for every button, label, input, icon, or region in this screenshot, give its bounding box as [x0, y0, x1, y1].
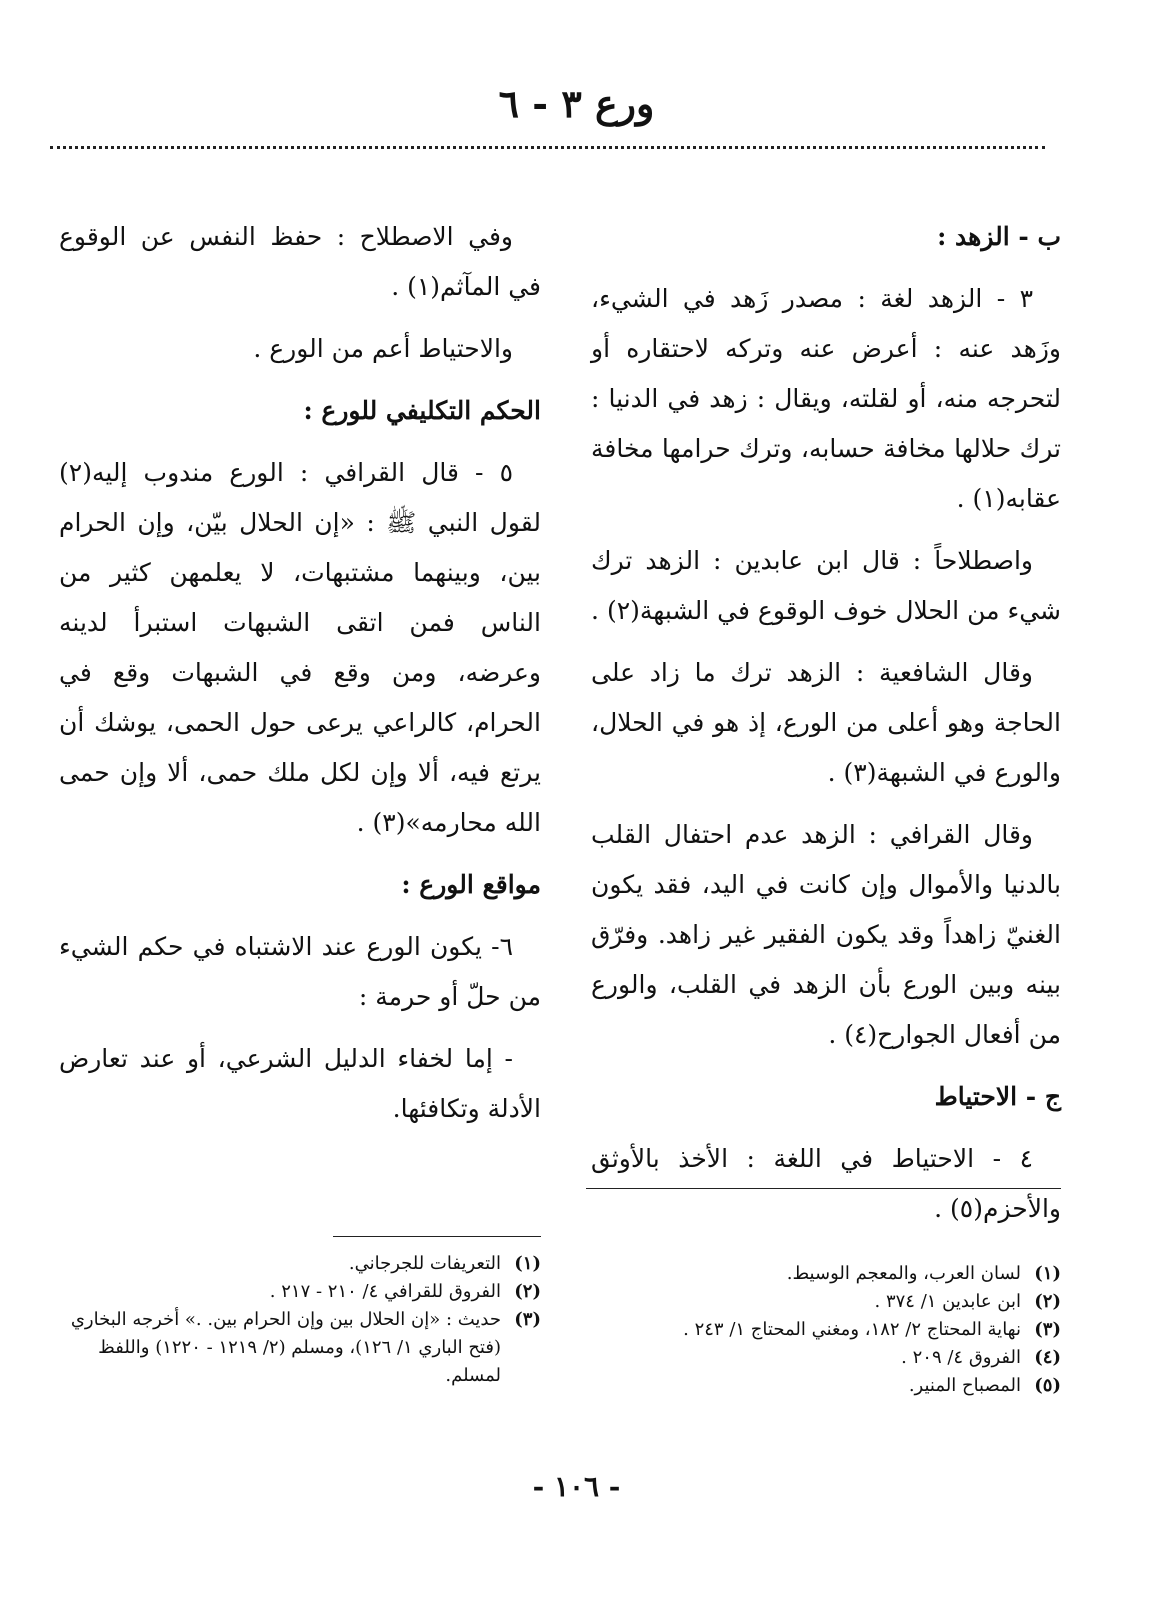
footnote [581, 1260, 1061, 1288]
heading-zuhd: ب - الزهد : [937, 222, 1061, 251]
paragraph: وقال القرافي : الزهد عدم احتفال القلب بالدنيا والأموال وإن كانت في اليد، فقد يكون الغنيّ زاهداً وقد يكون الفقير غير زاهد. وفرّق بينه وبين الورع بأن الزهد في القلب، والورع من أفعال الجوارح(٤) . [591, 820, 1061, 1049]
footnote-number: (١) [1034, 1263, 1061, 1284]
footnote-text: ابن عابدين ١/ ٣٧٤ . [874, 1291, 1021, 1312]
footnote-number: (٥) [1034, 1375, 1061, 1396]
paragraph: ٣ - الزهد لغة : مصدر زَهد في الشيء، وزَهد عنه : أعرض عنه وتركه لاحتقاره أو لتحرجه منه، أو لقلته، ويقال : زهد في الدنيا : ترك حلالها مخافة حسابه، وترك حرامها مخافة عقابه(١) . [591, 284, 1061, 513]
paragraph: ٦- يكون الورع عند الاشتباه في حكم الشيء من حلّ أو حرمة : [59, 932, 541, 1011]
footnote-text: الفروق ٤/ ٢٠٩ . [901, 1347, 1021, 1368]
footnote [51, 1278, 541, 1306]
heading-mawaqi: مواقع الورع : [401, 870, 541, 899]
paragraph: ٥ - قال القرافي : الورع مندوب إليه(٢) لقول النبي ﷺ : «إن الحلال بيّن، وإن الحرام بين، وبينهما مشتبهات، لا يعلمهن كثير من الناس فمن اتقى الشبهات استبرأ لدينه وعرضه، ومن وقع في الشبهات وقع في الحرام، كالراعي يرعى حول الحمى، يوشك أن يرتع فيه، ألا وإن لكل ملك حمى، ألا وإن حمى الله محارمه»(٣) . [59, 458, 541, 837]
paragraph: واصطلاحاً : قال ابن عابدين : الزهد ترك شيء من الحلال خوف الوقوع في الشبهة(٢) . [591, 546, 1061, 625]
footnote-number: (٤) [1034, 1347, 1061, 1368]
paragraph: وقال الشافعية : الزهد ترك ما زاد على الحاجة وهو أعلى من الورع، إذ هو في الحلال، والورع في الشبهة(٣) . [591, 658, 1061, 787]
paragraph: - إما لخفاء الدليل الشرعي، أو عند تعارض الأدلة وتكافئها. [59, 1044, 541, 1123]
footnote-text: التعريفات للجرجاني. [348, 1253, 501, 1274]
footnote-number: (٣) [1034, 1319, 1061, 1340]
header-dotted-rule [50, 146, 1045, 149]
footnote-text: حديث : «إن الحلال بين وإن الحرام بين. .» أخرجه البخاري (فتح الباري ١/ ١٢٦)، ومسلم (٢/ ١٢١٩ - ١٢٢٠) واللفظ لمسلم. [70, 1309, 501, 1386]
heading-hukm: الحكم التكليفي للورع : [303, 396, 541, 425]
footnote-rule-left [333, 1236, 541, 1237]
paragraph: وفي الاصطلاح : حفظ النفس عن الوقوع في المآثم(١) . [59, 222, 541, 301]
footnote [581, 1316, 1061, 1344]
paragraph: والاحتياط أعم من الورع . [253, 334, 513, 363]
left-column [59, 212, 541, 1146]
footnote [51, 1250, 541, 1278]
footnote-rule-right [586, 1188, 1061, 1189]
footnote-text: الفروق للقرافي ٤/ ٢١٠ - ٢١٧ . [269, 1281, 501, 1302]
footnote [581, 1372, 1061, 1400]
footnote-text: لسان العرب، والمعجم الوسيط. [786, 1263, 1021, 1284]
footnote [581, 1288, 1061, 1316]
footnote [581, 1344, 1061, 1372]
footnote-number: (١) [514, 1253, 541, 1274]
page-number: - ١٠٦ - [532, 1470, 621, 1503]
footnote-number: (٣) [514, 1309, 541, 1330]
right-column [591, 212, 1061, 1246]
footnote-number: (٢) [514, 1281, 541, 1302]
footnotes-left [51, 1250, 541, 1390]
page-header-title: ورع ٣ - ٦ [498, 81, 655, 126]
heading-ihtiyat: ج - الاحتياط [934, 1082, 1061, 1111]
footnote [51, 1306, 541, 1390]
footnotes-right [581, 1260, 1061, 1400]
footnote-text: نهاية المحتاج ٢/ ١٨٢، ومغني المحتاج ١/ ٢٤٣ . [683, 1319, 1021, 1340]
footnote-number: (٢) [1034, 1291, 1061, 1312]
footnote-text: المصباح المنير. [908, 1375, 1021, 1396]
paragraph: ٤ - الاحتياط في اللغة : الأخذ بالأوثق والأحزم(٥) . [591, 1144, 1061, 1223]
